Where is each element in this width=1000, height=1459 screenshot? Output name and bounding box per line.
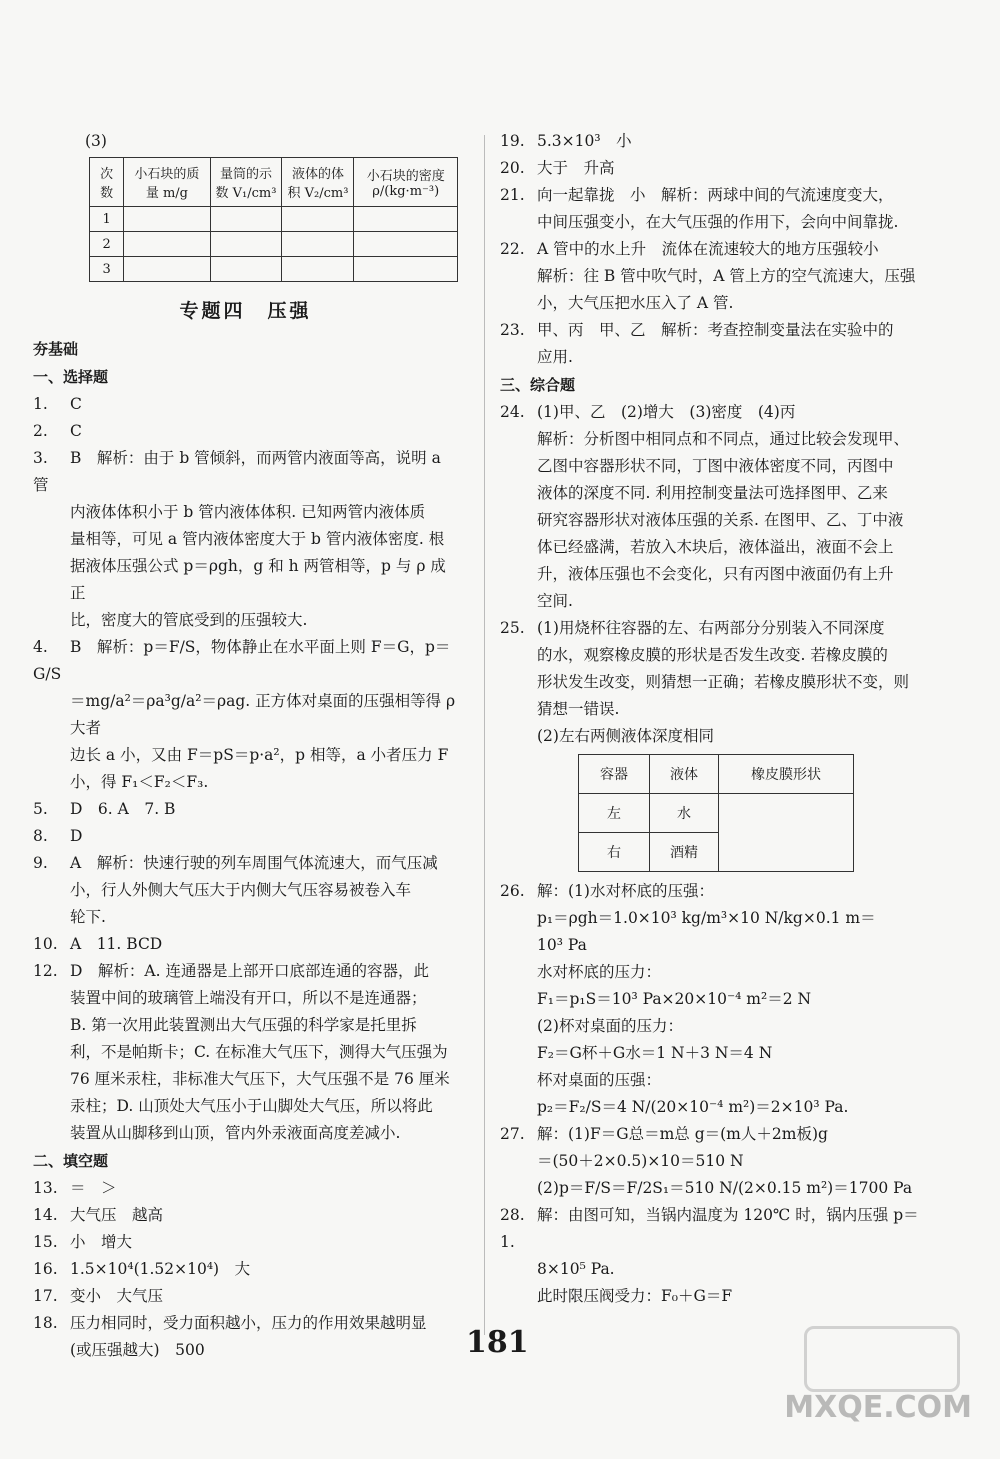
answer-text: 比，密度大的管底受到的压强较大. [70,611,308,629]
q3-label: (3) [85,132,107,150]
answer-line [500,669,925,696]
answer-line [500,209,925,236]
answer-line [500,128,925,155]
sub-heading: 夯基础 [33,340,79,358]
watermark-text: MXQE.COM [784,1390,972,1425]
answer-line [33,742,458,769]
answer-text: 空间. [537,592,573,610]
answer-text: C [70,395,82,413]
answer-line [500,1067,925,1094]
answer-number: 3. [33,449,48,467]
answer-line [33,769,458,796]
answer-text: 体已经盛满，若放入木块后，液体溢出，液面不会上 [537,538,894,556]
section-title: 专题四 压强 [179,300,312,322]
answer-line [33,1066,458,1093]
answer-number: 10. [33,935,58,953]
answer-text: 液体的深度不同. 利用控制变量法可选择图甲、乙来 [537,484,888,502]
answer-line [500,878,925,905]
cell-left: 左 [579,794,650,833]
answer-text: (2)杯对桌面的压力： [537,1017,683,1035]
answer-line [500,905,925,932]
answer-line [33,391,458,418]
part1-heading: 一、选择题 [33,368,109,386]
row-num: 1 [90,207,124,232]
answer-line [500,588,925,615]
answer-number: 22. [500,240,525,258]
answer-text: 解析：分析图中相同点和不同点，通过比较会发现甲、 [537,430,910,448]
answer-text: 小，大气压把水压入了 A 管. [537,294,734,312]
membrane-table [578,754,854,872]
th-container: 容器 [579,755,650,794]
comprehensive-answers [500,399,925,750]
answer-text: 据液体压强公式 p＝ρgh，g 和 h 两管相等，p 与 ρ 成正 [70,557,446,602]
answer-line [500,932,925,959]
right-column [500,128,925,1310]
part2-heading: 二、填空题 [33,1152,109,1170]
answer-text: 应用. [537,348,573,366]
answer-line [33,1175,458,1202]
answer-line [33,931,458,958]
answer-line [500,1121,925,1148]
answer-text: ＝mg/a²＝ρa³g/a²＝ρag. 正方体对桌面的压强相等得 ρ 大者 [70,692,456,737]
answer-line [500,723,925,750]
answer-text: 汞柱；D. 山顶处大气压小于山脚处大气压，所以将此 [70,1097,433,1115]
answer-line [33,499,458,526]
answer-number: 13. [33,1179,58,1197]
answer-text: 此时限压阀受力：F₀＋G＝F [537,1287,733,1305]
answer-line [33,796,458,823]
answer-text: 解析：往 B 管中吹气时，A 管上方的空气流速大，压强 [537,267,916,285]
answer-number: 25. [500,619,525,637]
answer-text: 利，不是帕斯卡；C. 在标准大气压下，测得大气压强为 [70,1043,448,1061]
answer-line [500,1040,925,1067]
answer-line [500,1256,925,1283]
watermark-logo-icon [804,1326,960,1392]
answer-text: (1)甲、乙 (2)增大 (3)密度 (4)丙 [537,403,796,421]
answer-line [500,399,925,426]
answer-text: F₁＝p₁S＝10³ Pa×20×10⁻⁴ m²＝2 N [537,990,812,1008]
answer-line [33,526,458,553]
answer-line [500,959,925,986]
answer-line [33,1202,458,1229]
answer-line [500,426,925,453]
th-mass: 小石块的质量 m/g [124,158,210,207]
answer-line [500,1013,925,1040]
answer-number: 17. [33,1287,58,1305]
answer-line [33,823,458,850]
answer-line [33,1310,458,1337]
answer-line [500,1094,925,1121]
answer-line [500,642,925,669]
answer-text: 1.5×10⁴(1.52×10⁴) 大 [70,1260,251,1278]
answer-line [500,453,925,480]
answer-text: 杯对桌面的压强： [537,1071,662,1089]
answer-text: D 6. A 7. B [70,800,176,818]
answer-text: 小 增大 [70,1233,133,1251]
answer-number: 23. [500,321,525,339]
answer-text: 8×10⁵ Pa. [537,1260,615,1278]
answer-text: 研究容器形状对液体压强的关系. 在图甲、乙、丁中液 [537,511,904,529]
answer-text: 甲、丙 甲、乙 解析：考查控制变量法在实验中的 [537,321,894,339]
answer-line [500,182,925,209]
answer-line [33,553,458,607]
answer-text: 10³ Pa [537,936,587,954]
answer-text: (2)左右两侧液体深度相同 [537,727,714,745]
answer-text: 小，行人外侧大气压大于内侧大气压容易被卷入车 [70,881,412,899]
answer-text: 76 厘米汞柱，非标准大气压下，大气压强不是 76 厘米 [70,1070,450,1088]
answer-number: 14. [33,1206,58,1224]
answer-line [500,344,925,371]
answer-text: 形状发生改变，则猜想一正确；若橡皮膜形状不变，则 [537,673,910,691]
answer-text: ＝(50＋2×0.5)×10＝510 N [537,1152,744,1170]
answer-text: 量相等，可见 a 管内液体密度大于 b 管内液体密度. 根 [70,530,445,548]
answer-number: 26. [500,882,525,900]
answer-line [500,1202,925,1256]
answer-line [500,1148,925,1175]
answer-text: 猜想一错误. [537,700,620,718]
page-number: 181 [466,1325,529,1360]
answer-line [33,1039,458,1066]
part3-heading: 三、综合题 [500,376,576,394]
answer-text: B 解析：由于 b 管倾斜，而两管内液面等高，说明 a 管 [33,449,441,494]
calc-answers [500,878,925,1310]
answer-text: 装置中间的玻璃管上端没有开口，所以不是连通器； [70,989,427,1007]
answer-number: 28. [500,1206,525,1224]
answer-line [500,507,925,534]
answer-text: 小，得 F₁＜F₂＜F₃. [70,773,209,791]
answer-line [500,615,925,642]
answer-line [500,561,925,588]
answer-line [33,1283,458,1310]
answer-text: (或压强越大) 500 [70,1341,205,1359]
answer-number: 4. [33,638,48,656]
answer-line [500,317,925,344]
answer-line [33,688,458,742]
answer-number: 12. [33,962,58,980]
answer-number: 8. [33,827,48,845]
answer-text: B 解析：p＝F/S，物体静止在水平面上则 F＝G，p＝G/S [33,638,451,683]
answer-number: 21. [500,186,525,204]
answer-text: 大于 升高 [537,159,615,177]
th-v1: 量筒的示数 V₁/cm³ [210,158,282,207]
row-num: 2 [90,232,124,257]
answer-text: 大气压 越高 [70,1206,164,1224]
stone-density-table [89,157,458,282]
th-count: 次数 [90,158,124,207]
answer-number: 24. [500,403,525,421]
th-membrane: 橡皮膜形状 [719,755,854,794]
answer-line [33,1337,458,1364]
answer-text: 压力相同时，受力面积越小，压力的作用效果越明显 [70,1314,427,1332]
answer-text: 中间压强变小，在大气压强的作用下，会向中间靠拢. [537,213,899,231]
answer-line [33,418,458,445]
answer-text: 水对杯底的压力： [537,963,662,981]
answer-text: 解：(1)水对杯底的压强： [537,882,714,900]
answer-text: 5.3×10³ 小 [537,132,632,150]
answer-line [500,986,925,1013]
answer-number: 16. [33,1260,58,1278]
answer-text: 装置从山脚移到山顶，管内外汞液面高度差减小. [70,1124,401,1142]
answer-text: 向一起靠拢 小 解析：两球中间的气流速度变大， [537,186,894,204]
answer-line [33,1229,458,1256]
answer-text: 升，液体压强也不会变化，只有丙图中液面仍有上升 [537,565,894,583]
answer-line [500,236,925,263]
left-column [33,128,458,1364]
answer-text: 轮下. [70,908,106,926]
answer-line [33,850,458,877]
choice-answers [33,391,458,1147]
column-divider [484,135,485,1335]
answer-number: 1. [33,395,48,413]
answer-text: 解：由图可知，当锅内温度为 120℃ 时，锅内压强 p＝1. [500,1206,919,1251]
answer-text: 内液体体积小于 b 管内液体体积. 已知两管内液体质 [70,503,426,521]
answer-text: 变小 大气压 [70,1287,164,1305]
answer-number: 19. [500,132,525,150]
answer-line [33,1012,458,1039]
answer-text: D 解析：A. 连通器是上部开口底部连通的容器，此 [70,962,429,980]
cell-alcohol: 酒精 [650,833,719,872]
fill-answers [33,1175,458,1364]
answer-line [33,904,458,931]
th-density: 小石块的密度 ρ/(kg·m⁻³) [354,158,458,207]
answer-line [33,1120,458,1147]
answer-line [500,696,925,723]
answer-text: p₂＝F₂/S＝4 N/(20×10⁻⁴ m²)＝2×10³ Pa. [537,1098,849,1116]
th-v2: 液体的体积 V₂/cm³ [282,158,354,207]
answer-text: 的水，观察橡皮膜的形状是否发生改变. 若橡皮膜的 [537,646,888,664]
answer-line [33,1256,458,1283]
answer-text: 乙图中容器形状不同，丁图中液体密度不同，丙图中 [537,457,894,475]
answer-text: F₂＝G杯＋G水＝1 N＋3 N＝4 N [537,1044,773,1062]
answer-text: (2)p＝F/S＝F/2S₁＝510 N/(2×0.15 m²)＝1700 Pa [537,1179,913,1197]
answer-text: p₁＝ρgh＝1.0×10³ kg/m³×10 N/kg×0.1 m＝ [537,909,876,927]
answer-text: 解：(1)F＝G总＝m总 g＝(m人＋2m板)g [537,1125,828,1143]
answer-text: (1)用烧杯往容器的左、右两部分分别装入不同深度 [537,619,885,637]
answer-line [33,985,458,1012]
fill-answers-cont [500,128,925,371]
answer-line [500,1283,925,1310]
answer-text: ＝ ＞ [70,1179,117,1197]
answer-line [33,958,458,985]
answer-number: 2. [33,422,48,440]
answer-text: A 11. BCD [70,935,163,953]
answer-number: 27. [500,1125,525,1143]
answer-line [33,877,458,904]
answer-text: D [70,827,83,845]
answer-line [500,263,925,290]
cell-right: 右 [579,833,650,872]
answer-line [500,290,925,317]
cell-water: 水 [650,794,719,833]
answer-text: B. 第一次用此装置测出大气压强的科学家是托里拆 [70,1016,417,1034]
th-liquid: 液体 [650,755,719,794]
answer-line [33,445,458,499]
answer-line [33,1093,458,1120]
answer-text: C [70,422,82,440]
answer-line [500,480,925,507]
answer-line [500,1175,925,1202]
answer-number: 9. [33,854,48,872]
answer-text: A 管中的水上升 流体在流速较大的地方压强较小 [537,240,879,258]
answer-number: 5. [33,800,48,818]
answer-line [500,155,925,182]
answer-text: A 解析：快速行驶的列车周围气体流速大，而气压减 [70,854,438,872]
answer-text: 边长 a 小，又由 F＝pS＝p·a²，p 相等，a 小者压力 F [70,746,449,764]
row-num: 3 [90,257,124,282]
answer-line [33,607,458,634]
answer-line [33,634,458,688]
answer-number: 18. [33,1314,58,1332]
answer-number: 20. [500,159,525,177]
answer-number: 15. [33,1233,58,1251]
answer-line [500,534,925,561]
